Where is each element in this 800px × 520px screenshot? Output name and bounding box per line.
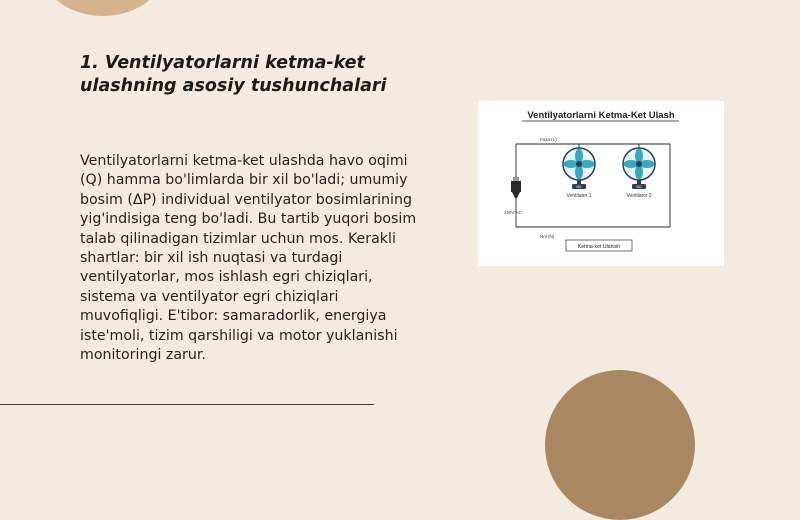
nol-label: Nol (N) — [540, 234, 555, 239]
fan-icon — [623, 148, 655, 189]
plug-icon — [511, 177, 521, 204]
decorative-circle-bottom — [545, 370, 695, 520]
slide-title: 1. Ventilyatorlarni ketma-ket ulashning asosiy tushunchalari — [80, 53, 387, 96]
slide-body-text: Ventilyatorlarni ketma-ket ulashda havo oqimi (Q) hamma bo'limlarda bir xil bo'ladi; umumiy bosim (ΔP) individual ventilyator bosimlarining yig'indisiga teng bo'ladi. Bu tartib yuqori bosim talab qilinadigan tizimlar uchun mos. Kerakli shartlar: bir xil ish nuqtasi va turdagi ventilyatorlar, mos ishlash egri chiziqlari, sistema va ventilyator egri chiziqlari muvofiqligi. E'tibor: samaradorlik, energiya iste'moli, tizim qarshiligi va motor yuklanishi monitoringi zarur. — [80, 153, 417, 364]
diagram-title: Ventilyatorlarni Ketma-Ket Ulash — [527, 110, 675, 121]
diagram-svg — [478, 101, 724, 266]
decorative-circle-top — [38, 0, 168, 16]
fan1-label: Ventilator 1 — [566, 193, 592, 199]
wire-nol — [516, 204, 670, 227]
fan2-label: Ventilator 2 — [626, 193, 652, 199]
voltage-label: 220V AC — [504, 210, 522, 215]
horizontal-divider — [0, 404, 374, 405]
fan-icon — [563, 148, 595, 189]
fan1-motor-tag: M1 — [576, 184, 582, 189]
fan2-motor-tag: M2 — [636, 184, 642, 189]
diagram-caption: Ketma-ket Ulanish — [577, 244, 621, 250]
series-connection-diagram — [478, 101, 724, 266]
faza-label: Faza (L) — [540, 137, 557, 142]
